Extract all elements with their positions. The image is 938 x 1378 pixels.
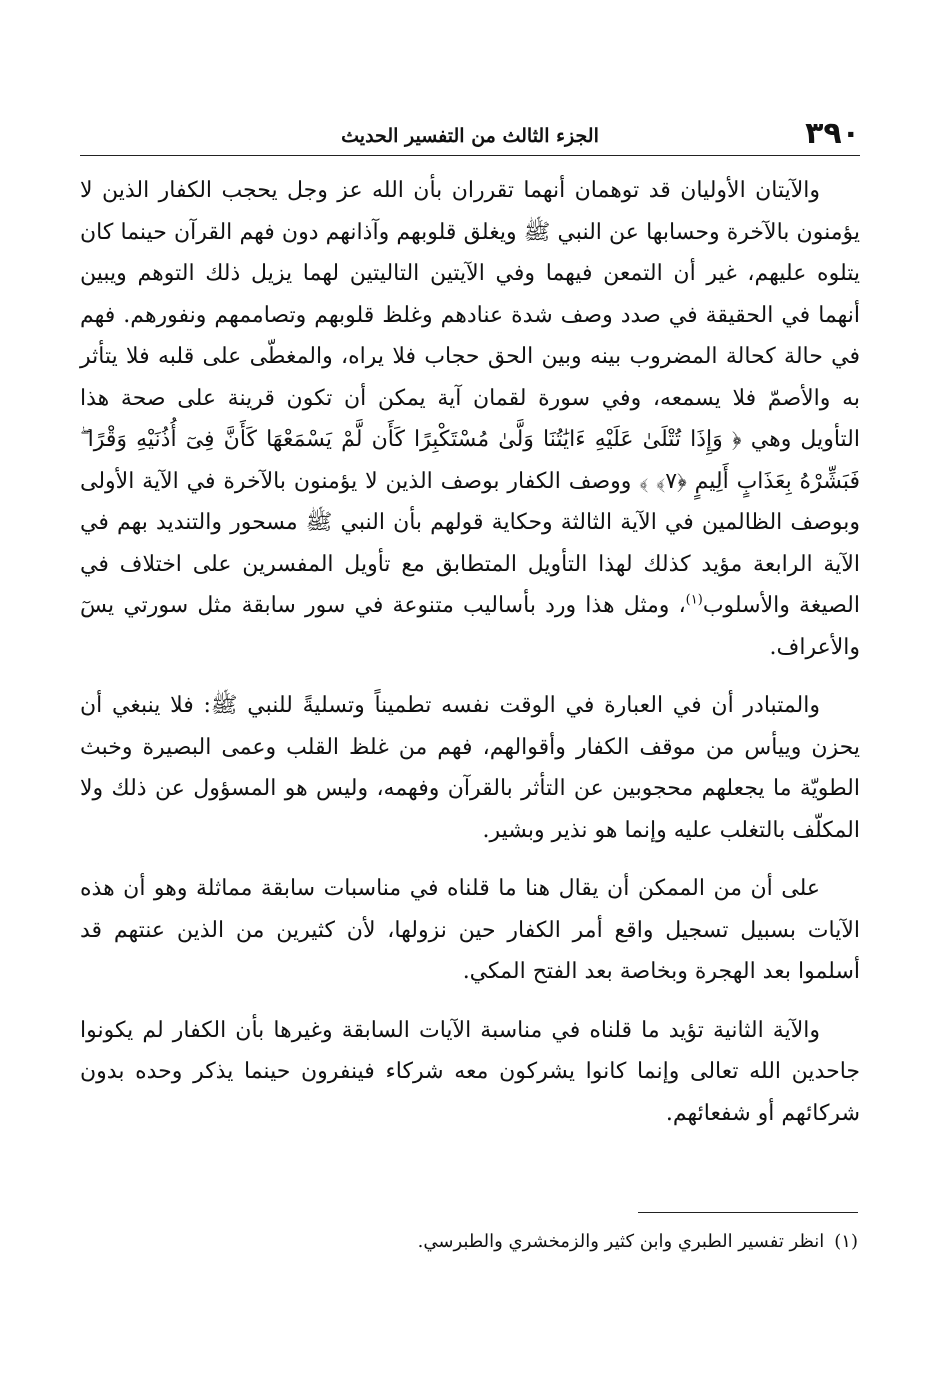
- body-text: [80, 170, 860, 1134]
- paragraph-2: والمتبادر أن في العبارة في الوقت نفسه تطميناً وتسليةً للنبي ﷺ: فلا ينبغي أن يحزن وييأس من موقف الكفار وأقوالهم، فهم من غلظ القلب وعمى البصيرة وخبث الطويّة ما يجعلهم محجوبين عن التأثر بالقرآن وفهمه، وليس هو المسؤول عن ذلك ولا المكلّف بالتغلب عليه وإنما هو نذير وبشير.: [80, 693, 860, 843]
- footnote-divider: [638, 1212, 858, 1213]
- paragraph-1: [80, 170, 860, 668]
- paragraph-4: والآية الثانية تؤيد ما قلناه في مناسبة الآيات السابقة وغيرها بأن الكفار لم يكونوا جاحدين الله تعالى وإنما كانوا يشركون معه شركاء فينفرون حينما يذكر وحده بدون شركائهم أو شفعائهم.: [80, 1017, 860, 1126]
- page-number: ٣٩٠: [805, 116, 860, 151]
- footnote-number: (١): [834, 1231, 858, 1252]
- paragraph-3: على أن من الممكن أن يقال هنا ما قلناه في مناسبات سابقة مماثلة وهو أن هذه الآيات بسبيل تسجيل واقع أمر الكفار حين نزولها، لأن كثيرين من الذين عنتهم قد أسلموا بعد الهجرة وبخاصة بعد الفتح المكي.: [80, 876, 860, 984]
- paragraph-1-text: والآيتان الأوليان قد توهمان أنهما تقرران بأن الله عز وجل يحجب الكفار الذين لا يؤمنون بالآخرة وحسابها عن النبي ﷺ ويغلق قلوبهم وآذانهم دون فهم القرآن حينما كان يتلوه عليهم، غير أن التمعن فيهما وفي الآيتين التاليتين لهما يزيل ذلك التوهم ويبين أنهما في الحقيقة في صدد وصف شدة عنادهم وغلظ قلوبهم وتصاممهم ونفورهم. فهم في حالة كحالة المضروب بينه وبين الحق حجاب فلا يراه، والمغطّى على قلبه فلا يتأثر به والأصمّ فلا يسمعه، وفي سورة لقمان آية يمكن أن تكون قرينة على صحة هذا التأويل وهي ﴿ وَإِذَا تُتْلَىٰ عَلَيْهِ ءَايَٰتُنَا وَلَّىٰ مُسْتَكْبِرًا كَأَن لَّمْ يَسْمَعْهَا كَأَنَّ فِىٓ أُذُنَيْهِ وَقْرًا ۖ فَبَشِّرْهُ بِعَذَابٍ أَلِيمٍ ﴿٧﴾ ﴾ ووصف الكفار بوصف الذين لا يؤمنون بالآخرة في الآية الأولى وبوصف الظالمين في الآية الثالثة وحكاية قولهم بأن النبي ﷺ مسحور والتنديد بهم في الآية الرابعة مؤيد كذلك لهذا التأويل المتطابق مع تأويل المفسرين على اختلاف في الصيغة والأسلوب: [80, 178, 861, 618]
- footnote: [78, 1228, 858, 1256]
- paragraph-1-tail: ، ومثل هذا ورد بأساليب متنوعة في سور سابقة مثل سورتي يسٓ والأعراف.: [80, 593, 860, 660]
- running-title: الجزء الثالث من التفسير الحديث: [341, 125, 599, 147]
- footnote-text: انظر تفسير الطبري وابن كثير والزمخشري والطبرسي.: [417, 1231, 825, 1252]
- footnote-reference: (١): [685, 592, 703, 608]
- page-header: [80, 116, 860, 156]
